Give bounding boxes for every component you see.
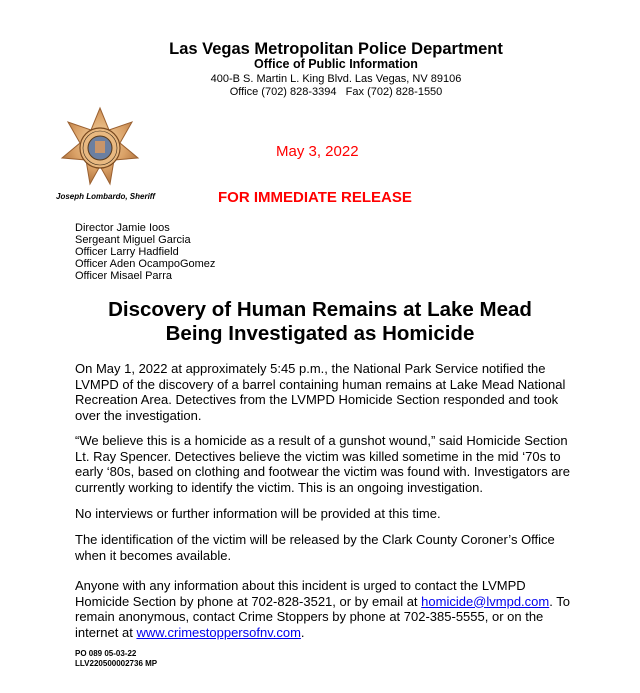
email-link[interactable]: homicide@lvmpd.com	[421, 593, 550, 609]
department-title: Las Vegas Metropolitan Police Department	[169, 40, 503, 58]
body-paragraph-2: “We believe this is a homicide as a result of a gunshot wound,” said Homicide Section Lt. Ray Spencer. Detectives believe the victim was killed sometime in the mid ‘70s to early ‘80s, based on clothing and footwear the victim was found with. Investigators are currently working to identify the victim. This is an ongoing investigation.	[75, 433, 570, 495]
release-label: FOR IMMEDIATE RELEASE	[218, 189, 412, 206]
contact-item: Officer Larry Hadfield	[75, 246, 179, 258]
footer-line-1: PO 089 05-03-22	[75, 649, 137, 658]
contact-text-3: .	[300, 624, 305, 640]
office-phone-fax: Office (702) 828-3394 Fax (702) 828-1550	[229, 86, 443, 98]
body-paragraph-3: No interviews or further information will be provided at this time.	[75, 506, 441, 521]
office-subtitle: Office of Public Information	[254, 57, 418, 71]
contacts-list	[75, 222, 215, 282]
sheriff-name: Joseph Lombardo, Sheriff	[56, 192, 155, 201]
release-date: May 3, 2022	[276, 143, 359, 160]
body-paragraph-5	[75, 578, 575, 640]
office-address: 400-B S. Martin L. King Blvd. Las Vegas, NV 89106	[210, 73, 462, 85]
body-paragraph-1: On May 1, 2022 at approximately 5:45 p.m., the National Park Service notified the LVMPD of the discovery of a barrel containing human remains at Lake Mead National Recreation Area. Detectives from the LVMPD Homicide Section responded and took over the investigation.	[75, 361, 566, 423]
body-paragraph-4: The identification of the victim will be released by the Clark County Coroner’s Office when it becomes available.	[75, 532, 555, 563]
contact-item: Officer Misael Parra	[75, 270, 172, 282]
headline-line-2: Being Investigated as Homicide	[165, 322, 475, 345]
contact-text-1: Anyone with any information about this incident is urged to contact the LVMPD Homicide Section by phone at 702-828-3521, or by email at	[75, 578, 526, 609]
contact-item: Director Jamie Ioos	[75, 222, 170, 234]
contact-item: Officer Aden OcampoGomez	[75, 258, 216, 270]
crimestoppers-link[interactable]: www.crimestoppersofnv.com	[136, 624, 301, 640]
footer-line-2: LLV220500002736 MP	[75, 659, 158, 668]
contact-text-2: . To remain anonymous, contact Crime Stoppers by phone at 702-385-5555, or on the internet at	[75, 593, 570, 640]
police-badge-icon	[58, 106, 142, 190]
footer-codes	[75, 649, 157, 669]
headline-line-1: Discovery of Human Remains at Lake Mead	[108, 298, 532, 321]
headline	[0, 298, 640, 346]
contact-item: Sergeant Miguel Garcia	[75, 234, 191, 246]
